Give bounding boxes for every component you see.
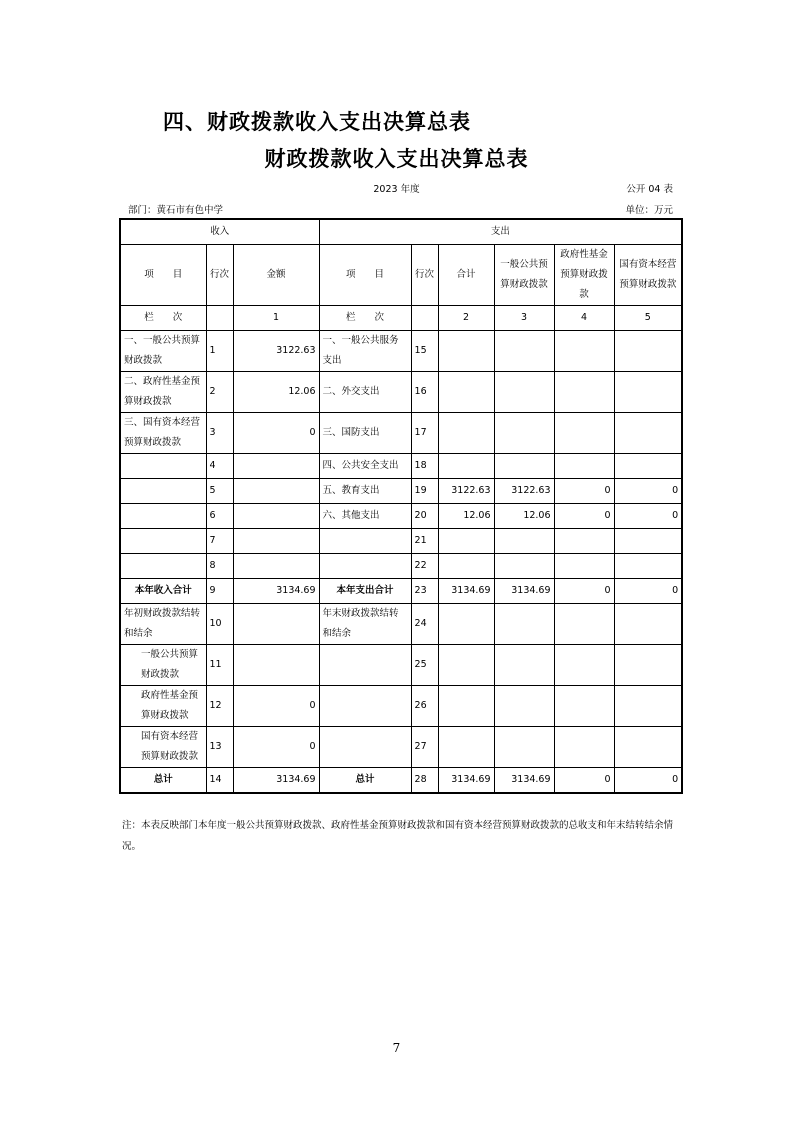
budget-table <box>119 218 683 794</box>
col-index-5: 5 <box>614 306 682 331</box>
income-amount <box>233 645 319 686</box>
state-capital-amount <box>614 604 682 645</box>
expense-line-no: 22 <box>411 554 438 579</box>
state-capital-amount <box>614 413 682 454</box>
expense-line-no: 20 <box>411 504 438 529</box>
income-item: 三、国有资本经营预算财政拨款 <box>120 413 206 454</box>
table-row <box>120 645 682 686</box>
income-amount <box>233 479 319 504</box>
expense-line-header: 行次 <box>411 245 438 306</box>
income-item: 二、政府性基金预算财政拨款 <box>120 372 206 413</box>
income-amount: 0 <box>233 413 319 454</box>
expense-item: 五、教育支出 <box>319 479 411 504</box>
expense-item: 六、其他支出 <box>319 504 411 529</box>
expense-item: 三、国防支出 <box>319 413 411 454</box>
income-amount <box>233 454 319 479</box>
table-row <box>120 554 682 579</box>
expense-line-no: 21 <box>411 529 438 554</box>
col-index-2: 2 <box>438 306 494 331</box>
fund-budget-amount <box>554 454 614 479</box>
expense-total <box>438 645 494 686</box>
col-label-income: 栏 次 <box>120 306 206 331</box>
report-year: 2023 年度 <box>373 184 420 195</box>
income-line-no: 14 <box>206 768 233 794</box>
income-item: 一般公共预算财政拨款 <box>120 645 206 686</box>
expense-item <box>319 645 411 686</box>
state-capital-amount <box>614 727 682 768</box>
col-index-1: 1 <box>233 306 319 331</box>
expense-item: 本年支出合计 <box>319 579 411 604</box>
expense-total: 3122.63 <box>438 479 494 504</box>
gen-budget-amount <box>494 529 554 554</box>
fund-budget-amount: 0 <box>554 479 614 504</box>
income-line-no: 13 <box>206 727 233 768</box>
state-capital-header: 国有资本经营预算财政拨款 <box>614 245 682 306</box>
expense-total <box>438 413 494 454</box>
expense-item <box>319 727 411 768</box>
table-row <box>120 686 682 727</box>
gen-budget-amount <box>494 454 554 479</box>
table-row <box>120 331 682 372</box>
table-title: 财政拨款收入支出决算总表 <box>264 147 529 171</box>
income-item: 政府性基金预算财政拨款 <box>120 686 206 727</box>
expense-total <box>438 727 494 768</box>
table-row <box>120 479 682 504</box>
income-line-no: 8 <box>206 554 233 579</box>
header-row-1 <box>120 219 682 245</box>
col-index-3: 3 <box>494 306 554 331</box>
section-heading: 四、财政拨款收入支出决算总表 <box>163 110 471 134</box>
fund-budget-amount <box>554 727 614 768</box>
income-line-no: 10 <box>206 604 233 645</box>
gen-budget-amount: 3122.63 <box>494 479 554 504</box>
expense-item: 四、公共安全支出 <box>319 454 411 479</box>
income-line-no: 1 <box>206 331 233 372</box>
fund-budget-amount: 0 <box>554 504 614 529</box>
expense-item: 一、一般公共服务支出 <box>319 331 411 372</box>
form-number: 公开 04 表 <box>626 184 673 195</box>
income-line-no: 11 <box>206 645 233 686</box>
income-line-no: 6 <box>206 504 233 529</box>
expense-total <box>438 331 494 372</box>
income-amount <box>233 554 319 579</box>
fund-budget-amount <box>554 331 614 372</box>
expense-item: 总计 <box>319 768 411 794</box>
state-capital-amount <box>614 372 682 413</box>
fund-budget-amount: 0 <box>554 768 614 794</box>
expense-line-no: 18 <box>411 454 438 479</box>
expense-header: 支出 <box>319 219 682 245</box>
expense-total <box>438 604 494 645</box>
expense-line-no: 24 <box>411 604 438 645</box>
fund-budget-amount <box>554 529 614 554</box>
income-item <box>120 479 206 504</box>
fund-budget-amount <box>554 686 614 727</box>
income-amount <box>233 504 319 529</box>
state-capital-amount: 0 <box>614 768 682 794</box>
expense-item <box>319 529 411 554</box>
expense-item <box>319 554 411 579</box>
table-row <box>120 727 682 768</box>
expense-line-no: 15 <box>411 331 438 372</box>
gen-budget-amount <box>494 686 554 727</box>
state-capital-amount <box>614 686 682 727</box>
expense-line-no: 23 <box>411 579 438 604</box>
fund-budget-header: 政府性基金预算财政拨款 <box>554 245 614 306</box>
gen-budget-amount: 12.06 <box>494 504 554 529</box>
column-index-row <box>120 306 682 331</box>
state-capital-amount <box>614 454 682 479</box>
expense-total <box>438 372 494 413</box>
expense-item <box>319 686 411 727</box>
income-amount: 3134.69 <box>233 768 319 794</box>
expense-line-no: 19 <box>411 479 438 504</box>
state-capital-amount: 0 <box>614 579 682 604</box>
income-amount <box>233 529 319 554</box>
income-amount-header: 金额 <box>233 245 319 306</box>
expense-total <box>438 686 494 727</box>
income-amount: 3122.63 <box>233 331 319 372</box>
income-line-no: 5 <box>206 479 233 504</box>
gen-budget-amount <box>494 604 554 645</box>
gen-budget-amount <box>494 372 554 413</box>
income-line-header: 行次 <box>206 245 233 306</box>
table-row <box>120 579 682 604</box>
income-item: 国有资本经营预算财政拨款 <box>120 727 206 768</box>
income-line-no: 4 <box>206 454 233 479</box>
empty-cell <box>411 306 438 331</box>
expense-total <box>438 454 494 479</box>
header-row-2 <box>120 245 682 306</box>
table-row <box>120 413 682 454</box>
income-line-no: 12 <box>206 686 233 727</box>
state-capital-amount <box>614 645 682 686</box>
fund-budget-amount <box>554 554 614 579</box>
expense-line-no: 17 <box>411 413 438 454</box>
gen-budget-amount: 3134.69 <box>494 579 554 604</box>
income-item <box>120 554 206 579</box>
gen-budget-amount <box>494 727 554 768</box>
expense-item: 二、外交支出 <box>319 372 411 413</box>
total-header: 合计 <box>438 245 494 306</box>
income-item-header: 项 目 <box>120 245 206 306</box>
expense-total: 3134.69 <box>438 579 494 604</box>
expense-line-no: 16 <box>411 372 438 413</box>
expense-line-no: 28 <box>411 768 438 794</box>
income-item <box>120 504 206 529</box>
income-line-no: 3 <box>206 413 233 454</box>
gen-budget-amount <box>494 331 554 372</box>
col-index-4: 4 <box>554 306 614 331</box>
income-amount <box>233 604 319 645</box>
empty-cell <box>206 306 233 331</box>
income-item: 总计 <box>120 768 206 794</box>
expense-item-header: 项 目 <box>319 245 411 306</box>
income-item: 一、一般公共预算财政拨款 <box>120 331 206 372</box>
fund-budget-amount <box>554 372 614 413</box>
page-number: 7 <box>392 1041 401 1055</box>
expense-line-no: 27 <box>411 727 438 768</box>
income-line-no: 2 <box>206 372 233 413</box>
state-capital-amount <box>614 529 682 554</box>
state-capital-amount <box>614 331 682 372</box>
expense-total <box>438 529 494 554</box>
table-row <box>120 768 682 794</box>
fund-budget-amount: 0 <box>554 579 614 604</box>
income-item <box>120 529 206 554</box>
table-row <box>120 454 682 479</box>
income-amount: 0 <box>233 727 319 768</box>
income-amount: 12.06 <box>233 372 319 413</box>
col-label-expense: 栏 次 <box>319 306 411 331</box>
income-header: 收入 <box>120 219 319 245</box>
table-row <box>120 372 682 413</box>
expense-total: 12.06 <box>438 504 494 529</box>
expense-line-no: 26 <box>411 686 438 727</box>
gen-budget-amount <box>494 413 554 454</box>
state-capital-amount <box>614 554 682 579</box>
income-amount: 3134.69 <box>233 579 319 604</box>
gen-budget-header: 一般公共预算财政拨款 <box>494 245 554 306</box>
income-item <box>120 454 206 479</box>
expense-item: 年末财政拨款结转和结余 <box>319 604 411 645</box>
gen-budget-amount <box>494 645 554 686</box>
table-note: 注：本表反映部门本年度一般公共预算财政拨款、政府性基金预算财政拨款和国有资本经营预算财政拨款的总收支和年末结转结余情况。 <box>122 820 674 852</box>
income-line-no: 9 <box>206 579 233 604</box>
table-row <box>120 604 682 645</box>
unit-label: 单位：万元 <box>625 205 673 216</box>
income-item: 本年收入合计 <box>120 579 206 604</box>
fund-budget-amount <box>554 604 614 645</box>
income-line-no: 7 <box>206 529 233 554</box>
expense-total <box>438 554 494 579</box>
gen-budget-amount: 3134.69 <box>494 768 554 794</box>
income-item: 年初财政拨款结转和结余 <box>120 604 206 645</box>
fund-budget-amount <box>554 413 614 454</box>
state-capital-amount: 0 <box>614 504 682 529</box>
table-row <box>120 504 682 529</box>
department: 部门：黄石市有色中学 <box>128 205 224 216</box>
expense-line-no: 25 <box>411 645 438 686</box>
gen-budget-amount <box>494 554 554 579</box>
state-capital-amount: 0 <box>614 479 682 504</box>
expense-total: 3134.69 <box>438 768 494 794</box>
income-amount: 0 <box>233 686 319 727</box>
table-row <box>120 529 682 554</box>
fund-budget-amount <box>554 645 614 686</box>
